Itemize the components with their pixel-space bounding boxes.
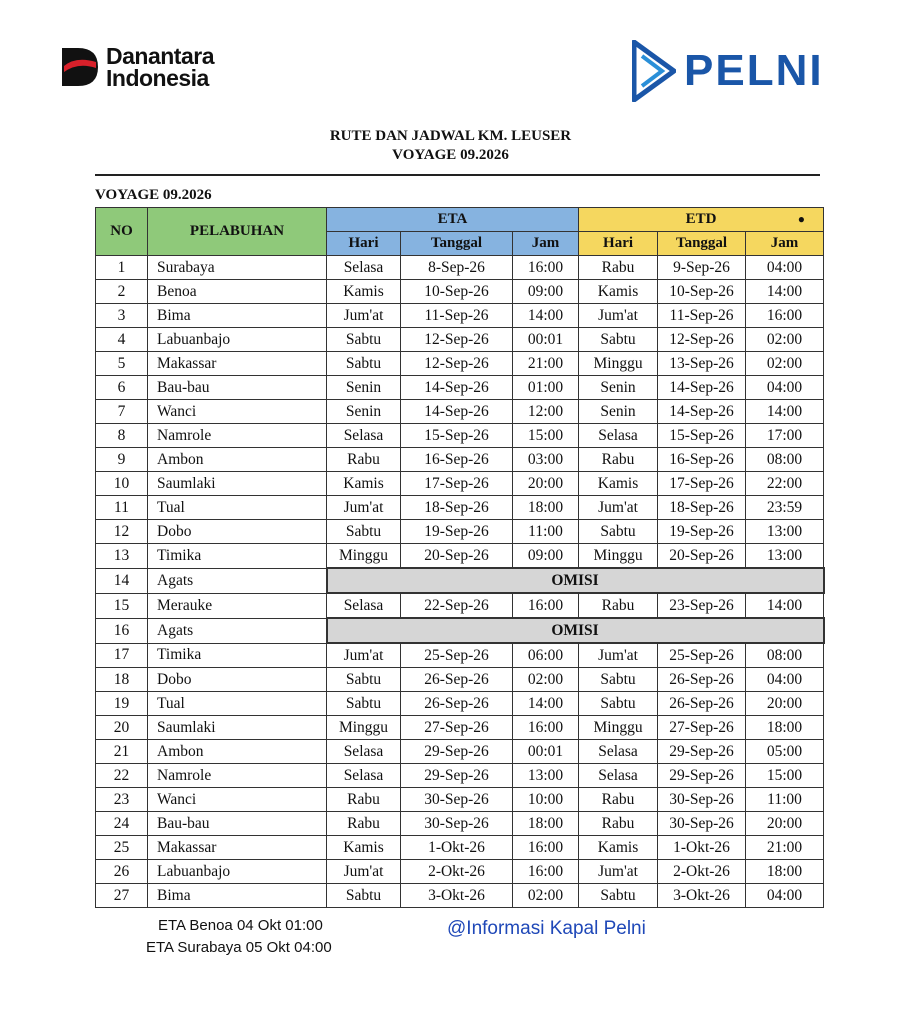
eta-time: 16:00 <box>513 860 579 884</box>
pelni-logo <box>632 40 824 102</box>
eta-day: Sabtu <box>327 692 401 716</box>
etd-time: 21:00 <box>746 836 824 860</box>
etd-day: Rabu <box>579 256 658 280</box>
row-number: 8 <box>96 424 148 448</box>
eta-time: 14:00 <box>513 304 579 328</box>
etd-date: 23-Sep-26 <box>658 593 746 618</box>
eta-time: 06:00 <box>513 643 579 668</box>
etd-date: 10-Sep-26 <box>658 280 746 304</box>
eta-day: Rabu <box>327 812 401 836</box>
etd-day: Selasa <box>579 764 658 788</box>
row-number: 1 <box>96 256 148 280</box>
port-name: Saumlaki <box>148 472 327 496</box>
port-name: Tual <box>148 692 327 716</box>
etd-day: Jum'at <box>579 496 658 520</box>
eta-time: 10:00 <box>513 788 579 812</box>
etd-date: 29-Sep-26 <box>658 764 746 788</box>
eta-time: 16:00 <box>513 716 579 740</box>
etd-time: 18:00 <box>746 716 824 740</box>
header-eta-tanggal: Tanggal <box>401 232 513 256</box>
eta-day: Kamis <box>327 836 401 860</box>
header-eta-hari: Hari <box>327 232 401 256</box>
etd-time: 14:00 <box>746 400 824 424</box>
eta-date: 27-Sep-26 <box>401 716 513 740</box>
eta-date: 25-Sep-26 <box>401 643 513 668</box>
header-no: NO <box>96 208 148 256</box>
eta-day: Sabtu <box>327 328 401 352</box>
etd-time: 13:00 <box>746 544 824 569</box>
table-row <box>96 328 824 352</box>
document-subtitle: VOYAGE 09.2026 <box>392 147 509 163</box>
eta-date: 18-Sep-26 <box>401 496 513 520</box>
eta-day: Rabu <box>327 448 401 472</box>
danantara-logo <box>60 44 214 90</box>
etd-date: 15-Sep-26 <box>658 424 746 448</box>
etd-day: Selasa <box>579 740 658 764</box>
etd-time: 08:00 <box>746 448 824 472</box>
port-name: Ambon <box>148 448 327 472</box>
eta-time: 00:01 <box>513 328 579 352</box>
table-row <box>96 256 824 280</box>
etd-time: 20:00 <box>746 812 824 836</box>
etd-date: 30-Sep-26 <box>658 812 746 836</box>
etd-time: 02:00 <box>746 352 824 376</box>
port-name: Dobo <box>148 668 327 692</box>
header-etd-jam: Jam <box>746 232 824 256</box>
eta-day: Sabtu <box>327 520 401 544</box>
etd-time: 14:00 <box>746 280 824 304</box>
row-number: 25 <box>96 836 148 860</box>
etd-day: Sabtu <box>579 328 658 352</box>
header-pelabuhan: PELABUHAN <box>148 208 327 256</box>
header-etd-label: ETD <box>685 211 717 227</box>
etd-time: 17:00 <box>746 424 824 448</box>
table-row <box>96 544 824 569</box>
etd-day: Selasa <box>579 424 658 448</box>
row-number: 10 <box>96 472 148 496</box>
eta-day: Jum'at <box>327 496 401 520</box>
table-row <box>96 472 824 496</box>
etd-day: Kamis <box>579 472 658 496</box>
eta-date: 10-Sep-26 <box>401 280 513 304</box>
row-number: 27 <box>96 884 148 908</box>
table-row <box>96 836 824 860</box>
eta-time: 18:00 <box>513 812 579 836</box>
port-name: Namrole <box>148 424 327 448</box>
danantara-country: Indonesia <box>106 65 209 91</box>
etd-date: 1-Okt-26 <box>658 836 746 860</box>
eta-date: 3-Okt-26 <box>401 884 513 908</box>
eta-day: Selasa <box>327 740 401 764</box>
etd-time: 02:00 <box>746 328 824 352</box>
etd-date: 16-Sep-26 <box>658 448 746 472</box>
schedule-table <box>95 207 825 908</box>
row-number: 2 <box>96 280 148 304</box>
footer-eta-benoa: ETA Benoa 04 Okt 01:00 <box>158 917 323 934</box>
port-name: Dobo <box>148 520 327 544</box>
row-number: 26 <box>96 860 148 884</box>
eta-date: 22-Sep-26 <box>401 593 513 618</box>
row-number: 11 <box>96 496 148 520</box>
etd-date: 19-Sep-26 <box>658 520 746 544</box>
etd-date: 29-Sep-26 <box>658 740 746 764</box>
table-row <box>96 304 824 328</box>
port-name: Bima <box>148 304 327 328</box>
eta-time: 13:00 <box>513 764 579 788</box>
port-name: Labuanbajo <box>148 328 327 352</box>
port-name: Makassar <box>148 352 327 376</box>
port-name: Saumlaki <box>148 716 327 740</box>
eta-time: 20:00 <box>513 472 579 496</box>
etd-day: Senin <box>579 400 658 424</box>
etd-date: 14-Sep-26 <box>658 376 746 400</box>
eta-day: Jum'at <box>327 304 401 328</box>
eta-time: 09:00 <box>513 280 579 304</box>
etd-time: 18:00 <box>746 860 824 884</box>
table-row <box>96 740 824 764</box>
header-etd-tanggal: Tanggal <box>658 232 746 256</box>
etd-date: 26-Sep-26 <box>658 692 746 716</box>
eta-date: 14-Sep-26 <box>401 400 513 424</box>
table-row <box>96 860 824 884</box>
port-name: Agats <box>148 568 327 593</box>
port-name: Benoa <box>148 280 327 304</box>
table-row <box>96 593 824 618</box>
row-number: 24 <box>96 812 148 836</box>
etd-day: Sabtu <box>579 884 658 908</box>
eta-time: 16:00 <box>513 836 579 860</box>
pelni-mark-icon <box>632 40 676 102</box>
danantara-name: Danantara <box>106 43 214 69</box>
etd-time: 23:59 <box>746 496 824 520</box>
etd-date: 20-Sep-26 <box>658 544 746 569</box>
row-number: 21 <box>96 740 148 764</box>
table-row <box>96 496 824 520</box>
eta-date: 17-Sep-26 <box>401 472 513 496</box>
eta-day: Sabtu <box>327 668 401 692</box>
eta-day: Kamis <box>327 280 401 304</box>
etd-time: 16:00 <box>746 304 824 328</box>
port-name: Labuanbajo <box>148 860 327 884</box>
port-name: Bima <box>148 884 327 908</box>
etd-day: Sabtu <box>579 520 658 544</box>
port-name: Bau-bau <box>148 376 327 400</box>
table-row <box>96 618 824 643</box>
eta-date: 20-Sep-26 <box>401 544 513 569</box>
etd-time: 05:00 <box>746 740 824 764</box>
eta-time: 12:00 <box>513 400 579 424</box>
eta-time: 16:00 <box>513 256 579 280</box>
eta-day: Senin <box>327 376 401 400</box>
table-row <box>96 400 824 424</box>
port-name: Agats <box>148 618 327 643</box>
row-number: 14 <box>96 568 148 593</box>
eta-date: 29-Sep-26 <box>401 740 513 764</box>
eta-date: 12-Sep-26 <box>401 328 513 352</box>
table-row <box>96 668 824 692</box>
etd-day: Jum'at <box>579 643 658 668</box>
eta-date: 12-Sep-26 <box>401 352 513 376</box>
etd-date: 26-Sep-26 <box>658 668 746 692</box>
eta-day: Minggu <box>327 544 401 569</box>
port-name: Bau-bau <box>148 812 327 836</box>
eta-date: 16-Sep-26 <box>401 448 513 472</box>
eta-date: 26-Sep-26 <box>401 668 513 692</box>
row-number: 12 <box>96 520 148 544</box>
etd-time: 04:00 <box>746 376 824 400</box>
table-row <box>96 448 824 472</box>
danantara-mark-icon <box>60 44 100 90</box>
etd-date: 3-Okt-26 <box>658 884 746 908</box>
etd-day: Minggu <box>579 352 658 376</box>
eta-date: 11-Sep-26 <box>401 304 513 328</box>
eta-time: 09:00 <box>513 544 579 569</box>
eta-date: 15-Sep-26 <box>401 424 513 448</box>
eta-time: 02:00 <box>513 668 579 692</box>
etd-time: 13:00 <box>746 520 824 544</box>
eta-date: 26-Sep-26 <box>401 692 513 716</box>
etd-time: 22:00 <box>746 472 824 496</box>
row-number: 3 <box>96 304 148 328</box>
port-name: Merauke <box>148 593 327 618</box>
row-number: 6 <box>96 376 148 400</box>
etd-time: 20:00 <box>746 692 824 716</box>
row-number: 4 <box>96 328 148 352</box>
table-row <box>96 716 824 740</box>
eta-date: 2-Okt-26 <box>401 860 513 884</box>
eta-date: 29-Sep-26 <box>401 764 513 788</box>
eta-time: 01:00 <box>513 376 579 400</box>
eta-day: Rabu <box>327 788 401 812</box>
etd-date: 11-Sep-26 <box>658 304 746 328</box>
eta-time: 02:00 <box>513 884 579 908</box>
row-number: 7 <box>96 400 148 424</box>
table-row <box>96 352 824 376</box>
table-row <box>96 568 824 593</box>
port-name: Namrole <box>148 764 327 788</box>
etd-day: Kamis <box>579 836 658 860</box>
eta-date: 14-Sep-26 <box>401 376 513 400</box>
port-name: Wanci <box>148 400 327 424</box>
title-divider <box>95 174 820 176</box>
eta-time: 21:00 <box>513 352 579 376</box>
etd-date: 30-Sep-26 <box>658 788 746 812</box>
port-name: Ambon <box>148 740 327 764</box>
eta-day: Selasa <box>327 593 401 618</box>
eta-time: 03:00 <box>513 448 579 472</box>
etd-date: 18-Sep-26 <box>658 496 746 520</box>
footer-eta-surabaya: ETA Surabaya 05 Okt 04:00 <box>146 939 332 956</box>
eta-day: Jum'at <box>327 860 401 884</box>
etd-date: 25-Sep-26 <box>658 643 746 668</box>
table-row <box>96 764 824 788</box>
eta-date: 19-Sep-26 <box>401 520 513 544</box>
eta-time: 16:00 <box>513 593 579 618</box>
etd-date: 2-Okt-26 <box>658 860 746 884</box>
bullet-dot-icon: ● <box>797 212 806 226</box>
etd-day: Rabu <box>579 812 658 836</box>
omisi-cell: OMISI <box>327 568 824 593</box>
etd-day: Senin <box>579 376 658 400</box>
row-number: 22 <box>96 764 148 788</box>
etd-date: 13-Sep-26 <box>658 352 746 376</box>
table-row <box>96 643 824 668</box>
etd-date: 27-Sep-26 <box>658 716 746 740</box>
row-number: 23 <box>96 788 148 812</box>
row-number: 5 <box>96 352 148 376</box>
etd-time: 04:00 <box>746 668 824 692</box>
eta-day: Selasa <box>327 764 401 788</box>
etd-time: 11:00 <box>746 788 824 812</box>
eta-time: 18:00 <box>513 496 579 520</box>
eta-day: Selasa <box>327 424 401 448</box>
etd-day: Sabtu <box>579 668 658 692</box>
eta-day: Sabtu <box>327 352 401 376</box>
eta-day: Selasa <box>327 256 401 280</box>
port-name: Makassar <box>148 836 327 860</box>
eta-time: 14:00 <box>513 692 579 716</box>
header-eta-jam: Jam <box>513 232 579 256</box>
row-number: 18 <box>96 668 148 692</box>
port-name: Tual <box>148 496 327 520</box>
port-name: Timika <box>148 643 327 668</box>
document-title: RUTE DAN JADWAL KM. LEUSER <box>329 128 572 144</box>
eta-day: Jum'at <box>327 643 401 668</box>
port-name: Surabaya <box>148 256 327 280</box>
eta-day: Minggu <box>327 716 401 740</box>
etd-time: 04:00 <box>746 884 824 908</box>
schedule-rows <box>96 256 824 908</box>
row-number: 15 <box>96 593 148 618</box>
row-number: 19 <box>96 692 148 716</box>
port-name: Timika <box>148 544 327 569</box>
table-row <box>96 520 824 544</box>
etd-time: 14:00 <box>746 593 824 618</box>
eta-date: 8-Sep-26 <box>401 256 513 280</box>
row-number: 13 <box>96 544 148 569</box>
etd-date: 14-Sep-26 <box>658 400 746 424</box>
row-number: 16 <box>96 618 148 643</box>
etd-date: 12-Sep-26 <box>658 328 746 352</box>
header-eta: ETA <box>327 208 579 232</box>
table-row <box>96 424 824 448</box>
eta-time: 00:01 <box>513 740 579 764</box>
eta-date: 1-Okt-26 <box>401 836 513 860</box>
footer-credit: @Informasi Kapal Pelni <box>447 918 646 939</box>
table-row <box>96 376 824 400</box>
eta-time: 11:00 <box>513 520 579 544</box>
eta-time: 15:00 <box>513 424 579 448</box>
etd-time: 04:00 <box>746 256 824 280</box>
eta-day: Senin <box>327 400 401 424</box>
header-etd-hari: Hari <box>579 232 658 256</box>
port-name: Wanci <box>148 788 327 812</box>
table-row <box>96 884 824 908</box>
pelni-name: PELNI <box>684 46 824 95</box>
etd-day: Rabu <box>579 593 658 618</box>
eta-date: 30-Sep-26 <box>401 788 513 812</box>
etd-day: Kamis <box>579 280 658 304</box>
table-row <box>96 812 824 836</box>
etd-day: Jum'at <box>579 860 658 884</box>
etd-day: Sabtu <box>579 692 658 716</box>
eta-date: 30-Sep-26 <box>401 812 513 836</box>
header-etd <box>579 208 824 232</box>
omisi-cell: OMISI <box>327 618 824 643</box>
etd-time: 08:00 <box>746 643 824 668</box>
etd-day: Minggu <box>579 544 658 569</box>
eta-day: Sabtu <box>327 884 401 908</box>
eta-day: Kamis <box>327 472 401 496</box>
table-row <box>96 692 824 716</box>
etd-date: 17-Sep-26 <box>658 472 746 496</box>
row-number: 20 <box>96 716 148 740</box>
etd-day: Minggu <box>579 716 658 740</box>
row-number: 17 <box>96 643 148 668</box>
etd-date: 9-Sep-26 <box>658 256 746 280</box>
table-row <box>96 788 824 812</box>
etd-day: Jum'at <box>579 304 658 328</box>
row-number: 9 <box>96 448 148 472</box>
table-row <box>96 280 824 304</box>
voyage-label: VOYAGE 09.2026 <box>95 187 212 203</box>
etd-day: Rabu <box>579 788 658 812</box>
etd-day: Rabu <box>579 448 658 472</box>
etd-time: 15:00 <box>746 764 824 788</box>
